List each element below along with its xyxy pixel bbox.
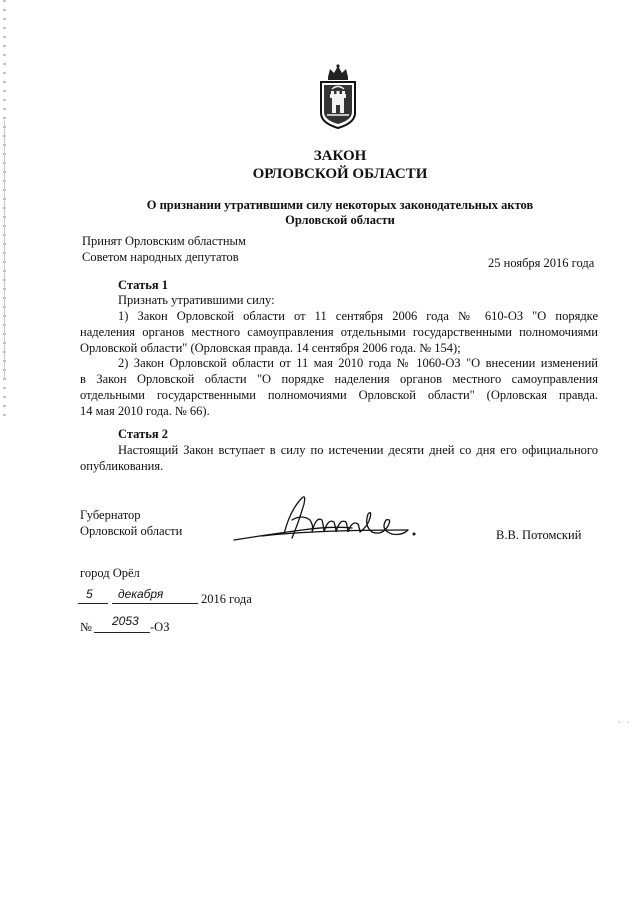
signatory-position-line-1: Губернатор — [80, 508, 141, 522]
article-1-item-1-line-2: наделения органов местного самоуправления отдельными государственными полномочиями — [80, 325, 598, 339]
adopted-by-line-2: Советом народных депутатов — [82, 250, 239, 264]
article-2-text-line-1: Настоящий Закон вступает в силу по истечении десяти дней со дня его официального — [118, 443, 598, 457]
article-2-heading: Статья 2 — [118, 427, 168, 441]
law-number-suffix: -ОЗ — [150, 620, 170, 634]
day-underline — [78, 603, 108, 604]
scan-dots: · · — [618, 718, 632, 727]
number-underline — [94, 632, 150, 633]
article-1-item-2-line-4: 14 мая 2010 года. № 66). — [80, 404, 210, 418]
article-1-intro: Признать утратившими силу: — [118, 293, 275, 307]
signing-month: декабря — [118, 587, 164, 601]
law-subject-line-2: Орловской области — [285, 213, 395, 227]
law-number: 2053 — [112, 614, 139, 628]
article-1-item-2-line-3: отдельными государственными полномочиями Орловской области" (Орловская правда. — [80, 388, 598, 402]
coat-of-arms-icon — [318, 63, 358, 130]
handwritten-signature — [232, 490, 422, 550]
signatory-name: В.В. Потомский — [496, 528, 582, 542]
article-1-item-2-line-1: 2) Закон Орловской области от 11 мая 2010 года № 1060-ОЗ "О внесении изменений — [118, 356, 598, 370]
article-1-item-1-line-3: Орловской области" (Орловская правда. 14 сентября 2006 года. № 154); — [80, 341, 461, 355]
signatory-position-line-2: Орловской области — [80, 524, 183, 538]
month-underline — [112, 603, 198, 604]
law-number-prefix: № — [80, 620, 92, 634]
signing-year: 2016 года — [201, 592, 252, 606]
adoption-date: 25 ноября 2016 года — [488, 256, 595, 270]
law-region: ОРЛОВСКОЙ ОБЛАСТИ — [252, 166, 428, 182]
adopted-by-line-1: Принят Орловским областным — [82, 234, 246, 248]
law-subject-line-1: О признании утратившими силу некоторых законодательных актов — [146, 198, 534, 212]
article-1-heading: Статья 1 — [118, 278, 168, 292]
article-1-item-2-line-2: в Закон Орловской области "О порядке наделения органов местного самоуправления — [80, 372, 598, 386]
signing-city: город Орёл — [80, 566, 140, 580]
signing-day: 5 — [86, 587, 93, 601]
article-2-text-line-2: опубликования. — [80, 459, 164, 473]
article-1-item-1-line-1: 1) Закон Орловской области от 11 сентября 2006 года № 610-ОЗ "О порядке — [118, 309, 598, 323]
law-title: ЗАКОН — [313, 148, 367, 164]
